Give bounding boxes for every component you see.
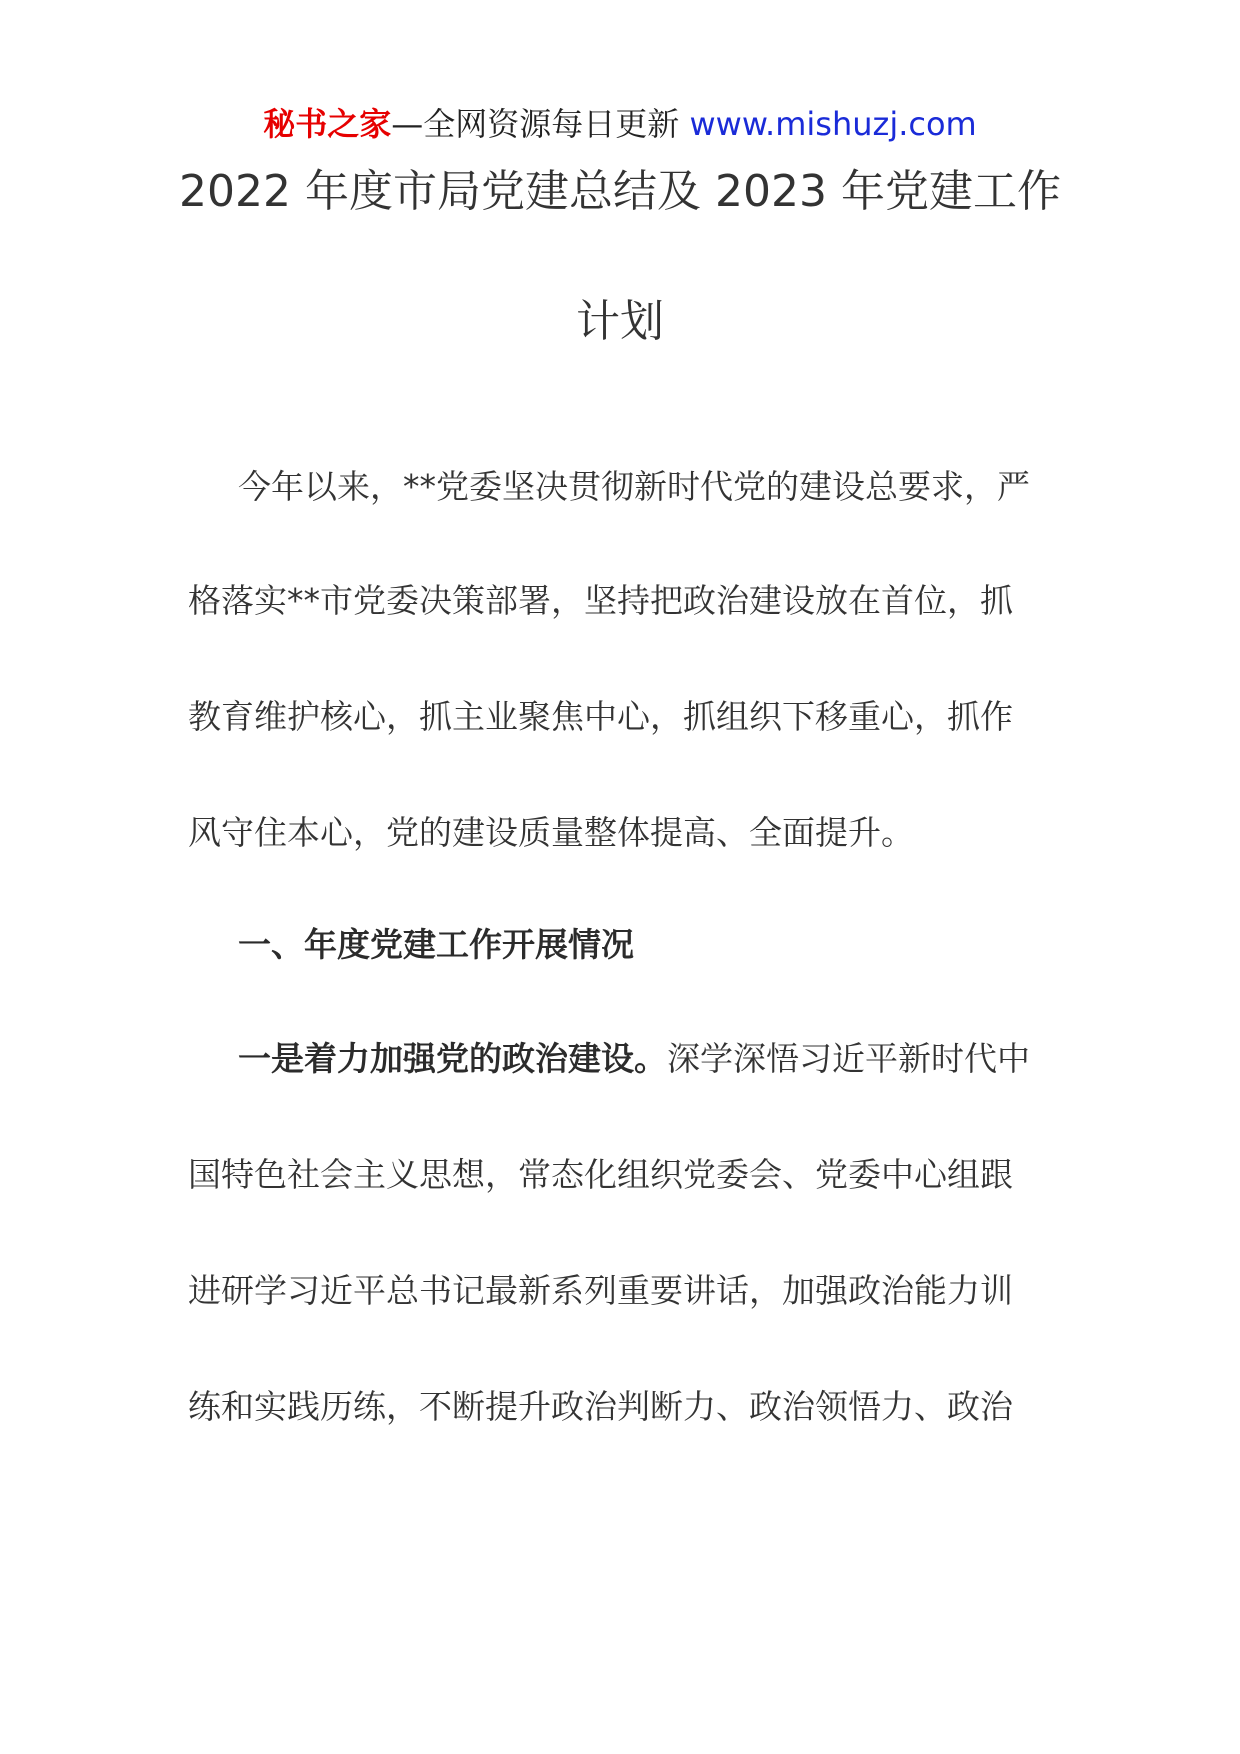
site-banner <box>0 100 1240 148</box>
point-1-first-line <box>238 1034 1058 1084</box>
point-1-line: 练和实践历练，不断提升政治判断力、政治领悟力、政治 <box>188 1387 1013 1426</box>
banner-tagline: —全网资源每日更新 <box>391 105 680 143</box>
site-url-link[interactable]: www.mishuzj.com <box>689 105 977 143</box>
intro-paragraph-line: 今年以来，**党委坚决贯彻新时代党的建设总要求，严 <box>238 467 1030 506</box>
point-1-line: 国特色社会主义思想，常态化组织党委会、党委中心组跟 <box>188 1155 1013 1194</box>
point-1-text: 深学深悟习近平新时代中 <box>667 1039 1030 1078</box>
document-title-line-1: 2022 年度市局党建总结及 2023 年党建工作 <box>179 166 1061 217</box>
section-heading: 一、年度党建工作开展情况 <box>238 925 634 964</box>
intro-paragraph-line: 教育维护核心，抓主业聚焦中心，抓组织下移重心，抓作 <box>188 697 1013 736</box>
intro-paragraph-line: 风守住本心，党的建设质量整体提高、全面提升。 <box>188 813 914 852</box>
intro-paragraph-line: 格落实**市党委决策部署，坚持把政治建设放在首位，抓 <box>188 581 1013 620</box>
brand-name: 秘书之家 <box>263 105 392 143</box>
point-1-lead: 一是着力加强党的政治建设。 <box>238 1039 667 1078</box>
document-title-line-2: 计划 <box>576 296 664 347</box>
point-1-line: 进研学习近平总书记最新系列重要讲话，加强政治能力训 <box>188 1271 1013 1310</box>
